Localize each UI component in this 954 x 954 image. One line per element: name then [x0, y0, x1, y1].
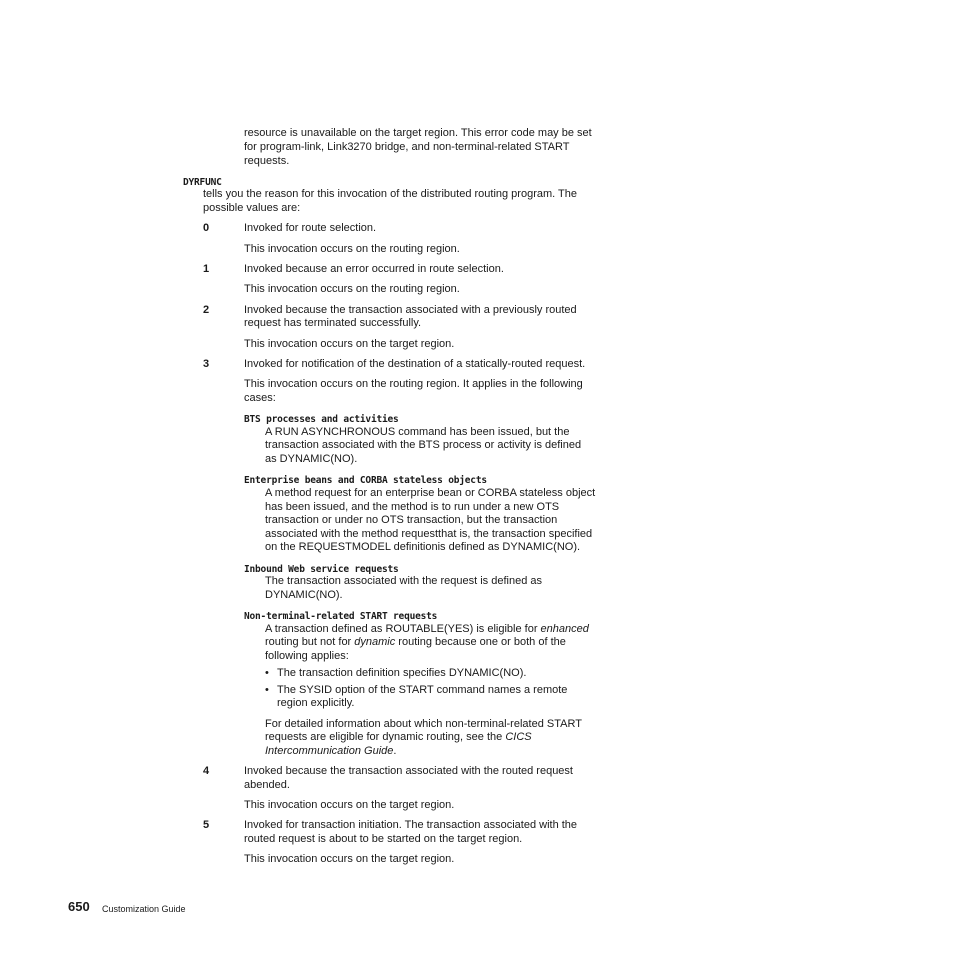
case-web-line-1: The transaction associated with the request is defined as	[265, 575, 542, 587]
value-number-5: 5	[203, 819, 210, 831]
case-term-bts: BTS processes and activities	[244, 414, 399, 425]
ntr-more-line-1: For detailed information about which non-terminal-related START	[265, 718, 582, 730]
intro-line-2: for program-link, Link3270 bridge, and non-terminal-related START	[244, 141, 570, 153]
bullet-1: •	[265, 667, 269, 679]
value-desc-5-line-1: Invoked for transaction initiation. The transaction associated with the	[244, 819, 578, 831]
case-ntr-line-3: following applies:	[265, 650, 349, 662]
bullet-2-text-line-1: The SYSID option of the START command names a remote	[277, 684, 568, 696]
term-desc-line-2: possible values are:	[203, 202, 301, 214]
case-ejb-line-1: A method request for an enterprise bean or CORBA stateless object	[265, 487, 596, 499]
value-desc-4-line-1: Invoked because the transaction associated with the routed request	[244, 765, 573, 777]
value-desc-2-line-2: request has terminated successfully.	[244, 317, 422, 329]
value-number-1: 1	[203, 263, 210, 275]
case-ejb-line-2: has been issued, and the method is to run under a new OTS	[265, 501, 560, 513]
value-note-2: This invocation occurs on the target region.	[244, 338, 455, 350]
case-term-web: Inbound Web service requests	[244, 564, 399, 575]
case-bts-line-1: A RUN ASYNCHRONOUS command has been issued, but the	[265, 426, 570, 438]
bullet-2-text-line-2: region explicitly.	[277, 697, 355, 709]
footer-title: Customization Guide	[102, 904, 186, 914]
case-bts-line-2: transaction associated with the BTS process or activity is defined	[265, 439, 582, 451]
ntr-more-line-2: requests are eligible for dynamic routing, see the CICS	[265, 731, 532, 743]
value-note-5: This invocation occurs on the target region.	[244, 853, 455, 865]
value-desc-0: Invoked for route selection.	[244, 222, 377, 234]
case-ejb-line-3: transaction or under no OTS transaction, but the transaction	[265, 514, 558, 526]
value-desc-3: Invoked for notification of the destination of a statically-routed request.	[244, 358, 586, 370]
case-ejb-line-4: associated with the method requestthat is, the transaction specified	[265, 528, 593, 540]
value-desc-1: Invoked because an error occurred in route selection.	[244, 263, 504, 275]
term-dyrfunc: DYRFUNC	[183, 177, 222, 188]
value-desc-5-line-2: routed request is about to be started on the target region.	[244, 833, 523, 845]
value-number-4: 4	[203, 765, 210, 777]
case-term-ejb: Enterprise beans and CORBA stateless objects	[244, 475, 487, 486]
case-web-line-2: DYNAMIC(NO).	[265, 589, 343, 601]
case-term-ntr: Non-terminal-related START requests	[244, 611, 438, 622]
value-number-0: 0	[203, 222, 210, 234]
intro-line-3: requests.	[244, 155, 290, 167]
ntr-more-line-3: Intercommunication Guide.	[265, 745, 397, 757]
value-note-3-line-1: This invocation occurs on the routing region. It applies in the following	[244, 378, 583, 390]
bullet-2: •	[265, 684, 269, 696]
term-desc-line-1: tells you the reason for this invocation of the distributed routing program. The	[203, 188, 578, 200]
intro-line-1: resource is unavailable on the target region. This error code may be set	[244, 127, 592, 139]
value-note-4: This invocation occurs on the target region.	[244, 799, 455, 811]
value-note-0: This invocation occurs on the routing region.	[244, 243, 460, 255]
bullet-1-text: The transaction definition specifies DYNAMIC(NO).	[277, 667, 527, 679]
case-ntr-line-1: A transaction defined as ROUTABLE(YES) is eligible for enhanced	[265, 623, 589, 635]
value-desc-4-line-2: abended.	[244, 779, 290, 791]
page-number: 650	[68, 899, 90, 914]
value-note-3-line-2: cases:	[244, 392, 276, 404]
value-number-2: 2	[203, 304, 210, 316]
value-desc-2-line-1: Invoked because the transaction associated with a previously routed	[244, 304, 577, 316]
case-bts-line-3: as DYNAMIC(NO).	[265, 453, 358, 465]
case-ejb-line-5: on the REQUESTMODEL definitionis defined as DYNAMIC(NO).	[265, 541, 581, 553]
value-note-1: This invocation occurs on the routing region.	[244, 283, 460, 295]
case-ntr-line-2: routing but not for dynamic routing because one or both of the	[265, 636, 566, 648]
value-number-3: 3	[203, 358, 210, 370]
